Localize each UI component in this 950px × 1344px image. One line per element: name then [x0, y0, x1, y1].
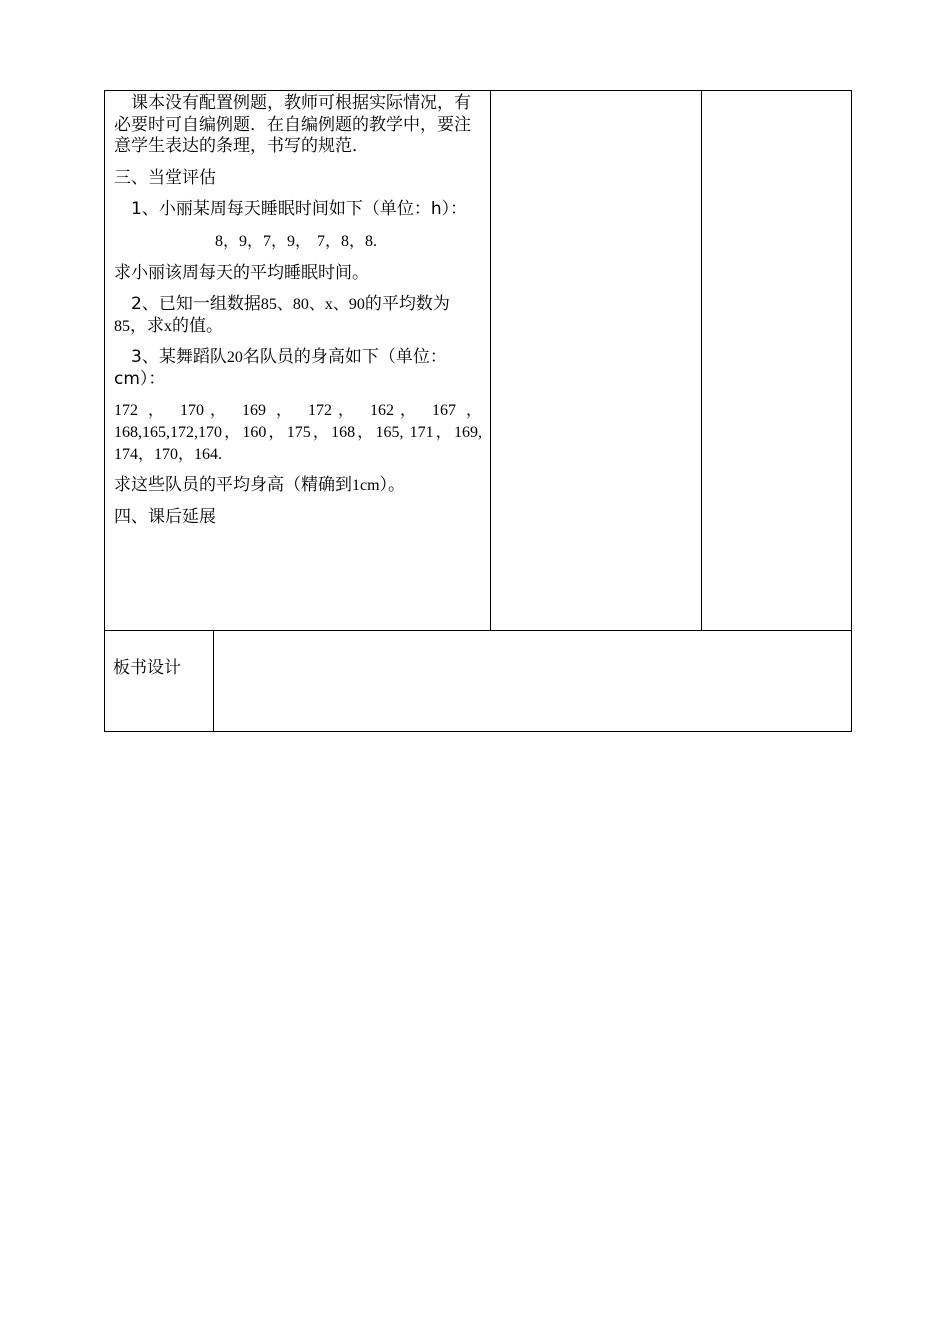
question1-prompt: 求小丽该周每天的平均睡眠时间。	[114, 262, 369, 283]
question3-count: 20	[226, 349, 243, 366]
question3-prompt-b: ）。	[379, 475, 406, 495]
board-design-row	[105, 631, 852, 732]
teaching-content-cell	[105, 91, 491, 631]
teaching-content-row	[105, 91, 852, 631]
question2-numbers: 85、80、x、90	[260, 296, 365, 313]
section3-heading: 三、当堂评估	[114, 167, 216, 188]
question1-data: 8，9，7，9， 7，8，8.	[215, 232, 378, 250]
question3-prompt	[114, 475, 482, 497]
question3-prefix: 3、某舞蹈队	[131, 347, 227, 367]
board-design-label: 板书设计	[105, 631, 214, 732]
question2-mid2: ，求	[130, 315, 164, 336]
teaching-content	[105, 91, 490, 528]
question2-text	[114, 294, 482, 337]
question2-variable: x	[164, 317, 172, 335]
question3-unit: 1cm	[352, 477, 380, 494]
lesson-plan-table	[104, 90, 852, 732]
question3-text	[114, 347, 482, 390]
question1-text: 1、小丽某周每天睡眠时间如下（单位：h）：	[131, 199, 468, 219]
question2-prefix: 2、已知一组数据	[131, 294, 261, 314]
question3-data: 172 ， 170， 169 ， 172， 162， 167 ，168,165,172,170，160，175，168，165, 171，169, 174，170，164.	[114, 402, 482, 463]
intro-paragraph: 课本没有配置例题，教师可根据实际情况，有必要时可自编例题．在自编例题的教学中，要注意学生表达的条理，书写的规范．	[114, 93, 471, 156]
question2-mean: 85	[114, 317, 130, 335]
board-design-content	[214, 631, 852, 732]
question2-suffix: 的值。	[172, 315, 223, 336]
section4-heading: 四、课后延展	[114, 506, 216, 527]
question2-mid: 的平均数为	[364, 294, 450, 314]
question3-prompt-a: 求这些队员的平均身高（精确到	[114, 475, 352, 495]
empty-column-cell-1	[491, 91, 702, 631]
empty-column-cell-2	[702, 91, 852, 631]
question3-body: 名队员的身高如下（单位：cm）：	[114, 347, 447, 389]
